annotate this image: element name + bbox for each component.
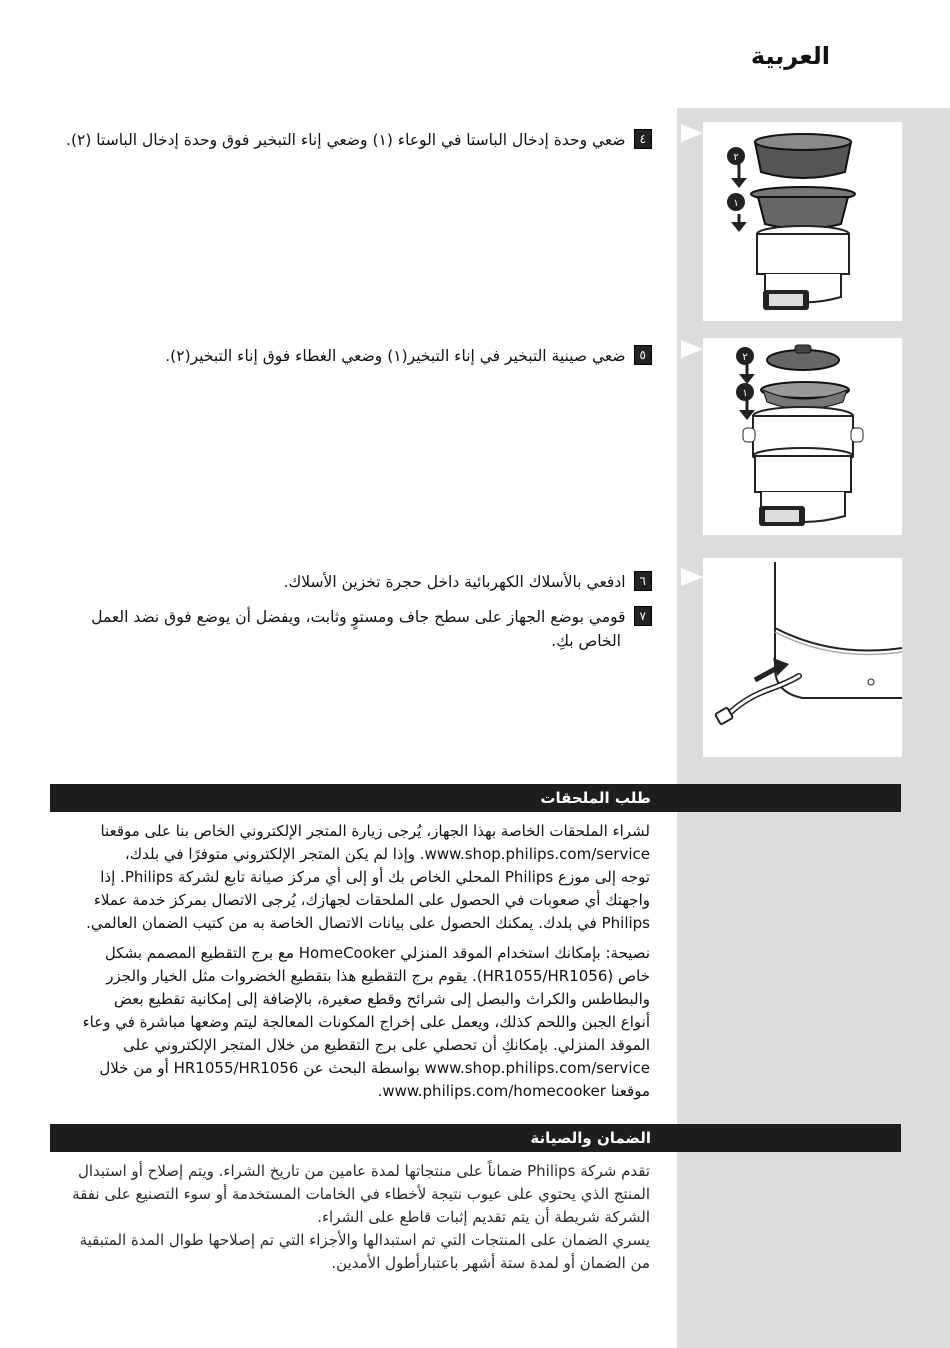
text-line: المنتج الذي يحتوي على عيوب نتيجة لأخطاء في الخامات المستخدمة أو سوء التصنيع على نفقة [72,1185,650,1203]
text-line: الموقد المنزلي. بإمكانكِ أن تحصلي على برج التقطيع من خلال المتجر الإلكتروني على [123,1036,650,1054]
step-6 [32,570,652,594]
marker-one: ١ [733,198,739,209]
text-line: والبطاطس والكراث والبصل إلى شرائح وقطع صغيرة، بالإضافة إلى إمكانية تقطيع بعض [113,990,650,1008]
text-line: www.shop.philips.com/service بواسطة البحث عن HR1055/HR1056 أو من خلال [99,1059,650,1077]
text-line: Philips في بلدك. يمكنك الحصول على بيانات الاتصال الخاصة به من كتيب الضمان العالمي. [86,914,650,932]
text-line: من الضمان أو لمدة ستة أشهر باعتبارأطول الأمدين. [331,1254,650,1272]
illustration-steamer-tray [703,338,902,535]
accessories-paragraph-1 [50,820,650,935]
text-line: لشراء الملحقات الخاصة بهذا الجهاز، يُرجى زيارة المتجر الإلكتروني الخاص بنا على موقعنا [100,822,650,840]
pasta-insert-drawing [703,122,902,321]
language-title: العربية [750,42,830,70]
text-line: خاص (HR1055/HR1056). يقوم برج التقطيع هذا بتقطيع الخضروات مثل الخيار والجزر [106,967,650,985]
step-7 [32,605,652,653]
step-text-line2: الخاص بكِ. [551,632,621,650]
illustration-cord-storage [703,558,902,757]
accessories-paragraph-2 [50,942,650,1103]
illustration-pasta-insert [703,122,902,321]
step-5 [32,344,652,368]
steamer-tray-drawing [703,338,902,535]
text-line: نصيحة: بإمكانك استخدام الموقد المنزلي HomeCooker مع برج التقطيع المصمم بشكل [104,944,650,962]
step-4 [32,128,652,152]
step-number: ٤ [634,129,652,149]
step-text: ضعي صينية التبخير في إناء التبخير(١) وضعي الغطاء فوق إناء التبخير(٢). [165,347,626,365]
accessories-heading-bar [50,784,901,812]
text-line: واجهتك أي صعوبات في الحصول على الملحقات لجهازك، يُرجى الاتصال بمركز خدمة عملاء [93,891,650,909]
warranty-heading-bar [50,1124,901,1152]
text-line: الشركة شريطة أن يتم تقديم إثبات قاطع على الشراء. [317,1208,650,1226]
text-line: أنواع الجبن واللحم كذلك، ويعمل على إخراج المكونات المعالجة ليتم وضعها مباشرة في وعاء [82,1013,650,1031]
marker-one: ١ [742,388,748,399]
step-text: ضعي وحدة إدخال الباستا في الوعاء (١) وضعي إناء التبخير فوق وحدة إدخال الباستا (٢). [66,131,626,149]
text-line: موقعنا www.philips.com/homecooker. [377,1082,650,1100]
text-line: www.shop.philips.com/service. وإذا لم يكن المتجر الإلكتروني متوفرًا في بلدك، [124,845,650,863]
illustration-pointer [681,124,703,142]
warranty-paragraph [50,1160,650,1275]
marker-two: ٢ [742,352,748,363]
text-line: يسري الضمان على المنتجات التي تم استبدالها والأجزاء التي تم إصلاحها طوال المدة المتبقية [79,1231,650,1249]
step-number: ٧ [634,606,652,626]
step-number: ٥ [634,345,652,365]
text-line: تقدم شركة Philips ضماناً على منتجاتها لمدة عامين من تاريخ الشراء. ويتم إصلاح أو استبدال [77,1162,650,1180]
marker-two: ٢ [733,152,739,163]
step-text-line1: قومي بوضع الجهاز على سطح جاف ومستوٍ وثابت، ويفضل أن يوضع فوق نضد العمل [91,608,626,626]
accessories-heading: طلب الملحقات [540,789,651,807]
text-line: توجه إلى موزع Philips المحلي الخاص بك أو إلى أي مركز صيانة تابع لشركة Philips. إذا [100,868,650,886]
cord-storage-drawing [703,558,902,757]
step-text: ادفعي بالأسلاك الكهربائية داخل حجرة تخزين الأسلاك. [283,573,626,591]
illustration-pointer [681,568,703,586]
warranty-heading: الضمان والصيانة [530,1129,651,1147]
illustration-pointer [681,340,703,358]
step-number: ٦ [634,571,652,591]
